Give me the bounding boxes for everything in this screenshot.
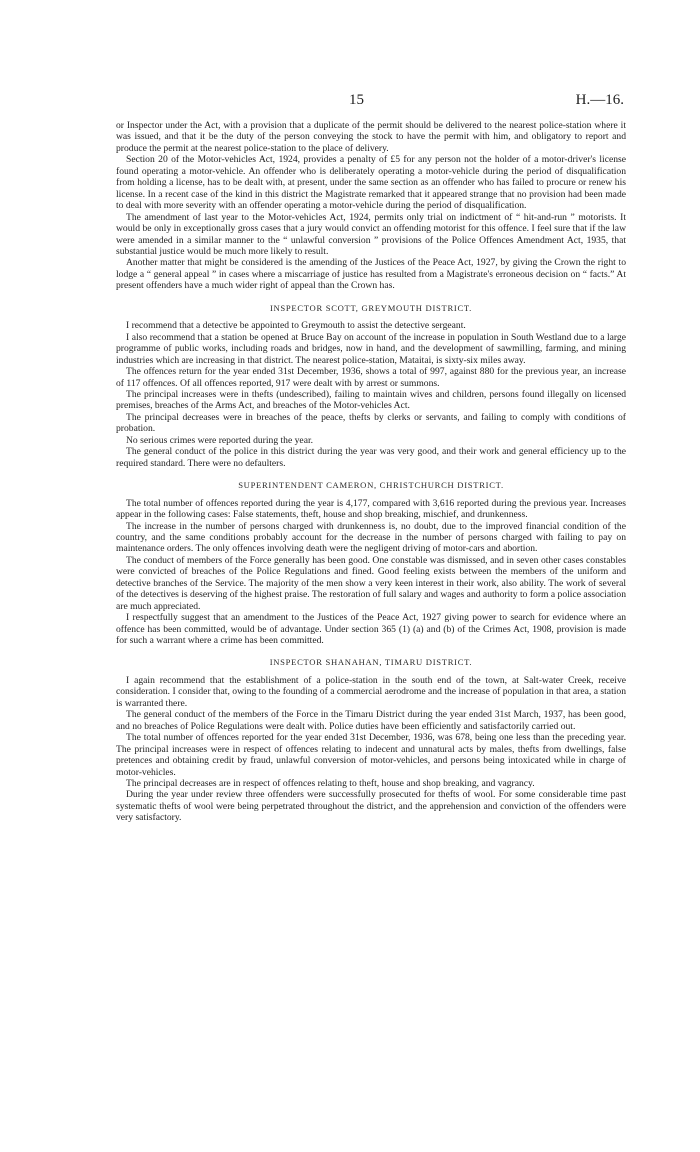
- paragraph: During the year under review three offenders were successfully prosecuted for thefts of wool. For some considerable time past systematic thefts of wool were being perpetrated throughout the district, and the apprehension and conviction of the offenders were very satisfactory.: [116, 789, 626, 824]
- section-heading: SUPERINTENDENT CAMERON, CHRISTCHURCH DISTRICT.: [238, 480, 504, 491]
- paragraph: Another matter that might be considered is the amending of the Justices of the Peace Act, 1927, by giving the Crown the right to lodge a “ general appeal ” in cases where a miscarriage of justice has resulted from a Magistrate's erroneous decision on “ facts.” At present offenders have a much wider right of appeal than the Crown has.: [116, 257, 626, 292]
- page-number: 15: [349, 92, 364, 108]
- paragraph: The increase in the number of persons charged with drunkenness is, no doubt, due to the improved financial condition of the country, and the same conditions probably account for the decrease in the number of persons charged with failing to pay on maintenance orders. The only offences involving death were the negligent driving of motor-cars and abortion.: [116, 520, 626, 555]
- paragraph: or Inspector under the Act, with a provision that a duplicate of the permit should be delivered to the nearest police-station where it was issued, and that it be the duty of the person conveying the stock to have the permit with him, and obligatory to report and produce the permit at the nearest police-station to the place of delivery.: [116, 120, 626, 154]
- paragraph: The principal decreases are in respect of offences relating to theft, house and shop breaking, and vagrancy.: [126, 778, 535, 790]
- paragraph: I again recommend that the establishment of a police-station in the south end of the town, at Salt-water Creek, receive consideration. I consider that, owing to the founding of a commercial aerodrome and the increase of population in that area, a station is warranted there.: [116, 674, 626, 709]
- paragraph: The conduct of members of the Force generally has been good. One constable was dismissed, and in seven other cases constables were convicted of breaches of the Police Regulations and fined. Good feeling exists between the members of the uniform and detective branches of the Service. The majority of the men show a very keen interest in their work, also ability. The work of several of the detectives is deserving of the highest praise. The restoration of full salary and wages and authority to form a police association are much appreciated.: [116, 554, 627, 612]
- paragraph: I recommend that a detective be appointed to Greymouth to assist the detective sergeant.: [126, 320, 466, 332]
- document-reference: H.—16.: [575, 92, 624, 108]
- paragraph: The total number of offences reported during the year is 4,177, compared with 3,616 reported during the previous year. Increases appear in the following cases: False statements, theft, house and shop breaking, mischief, and drunkenness.: [116, 497, 626, 521]
- paragraph: The general conduct of the members of the Force in the Timaru District during the year ended 31st March, 1937, has been good, and no breaches of Police Regulations were dealt with. Police duties have been efficiently and satisfactorily carried out.: [116, 709, 626, 732]
- document-body: [116, 120, 626, 824]
- paragraph: No serious crimes were reported during the year.: [126, 434, 314, 446]
- paragraph: I respectfully suggest that an amendment to the Justices of the Peace Act, 1927 giving power to search for evidence where an offence has been committed, would be of advantage. Under section 365 (1) (a) and (b) of the Crimes Act, 1908, provision is made for such a warrant where a crime has been committed.: [116, 612, 626, 647]
- paragraph: The general conduct of the police in this district during the year was very good, and their work and general efficiency up to the required standard. There were no defaulters.: [116, 446, 626, 469]
- paragraph: The amendment of last year to the Motor-vehicles Act, 1924, permits only trial on indictment of “ hit-and-run ” motorists. It would be only in exceptionally gross cases that a jury would convict an offending motorist for this offence. I feel sure that if the law were amended in a similar manner to the “ unlawful conversion ” provisions of the Police Offences Amendment Act, 1935, that substantial justice would be much more likely to result.: [116, 211, 626, 257]
- page-header: [0, 92, 700, 112]
- section-heading: INSPECTOR SHANAHAN, TIMARU DISTRICT.: [269, 657, 473, 668]
- paragraph: I also recommend that a station be opened at Bruce Bay on account of the increase in population in South Westland due to a large programme of public works, including roads and bridges, now in hand, and the development of sawmilling, farming, and mining industries which are increasing in that district. The nearest police-station, Mataitai, is sixty-six miles away.: [116, 331, 626, 366]
- paragraph: The principal decreases were in breaches of the peace, thefts by clerks or servants, and failing to comply with conditions of probation.: [116, 411, 626, 435]
- paragraph: Section 20 of the Motor-vehicles Act, 1924, provides a penalty of £5 for any person not the holder of a motor-driver's license found operating a motor-vehicle. An offender who is deliberately operating a motor-vehicle during the period of disqualification from holding a license, has to be dealt with, at present, under the same section as an offender who has failed to procure or renew his license. In a recent case of the kind in this district the Magistrate remarked that it appeared strange that no provision had been made to deal with more severity with an offender operating a motor-vehicle during the period of disqualification.: [116, 154, 626, 212]
- section-heading: INSPECTOR SCOTT, GREYMOUTH DISTRICT.: [269, 302, 473, 313]
- paragraph: The principal increases were in thefts (undescribed), failing to maintain wives and children, persons found illegally on licensed premises, breaches of the Arms Act, and breaches of the Motor-vehicles Act.: [116, 388, 626, 412]
- paragraph: The total number of offences reported for the year ended 31st December, 1936, was 678, being one less than the preceding year. The principal increases were in respect of offences relating to indecent and unnatural acts by males, thefts from dwellings, false pretences and obtaining credit by fraud, unlawful conversion of motor-vehicles, and persons being intoxicated while in charge of motor-vehicles.: [116, 732, 626, 778]
- paragraph: The offences return for the year ended 31st December, 1936, shows a total of 997, against 880 for the previous year, an increase of 117 offences. Of all offences reported, 917 were dealt with by arrest or summons.: [116, 366, 626, 389]
